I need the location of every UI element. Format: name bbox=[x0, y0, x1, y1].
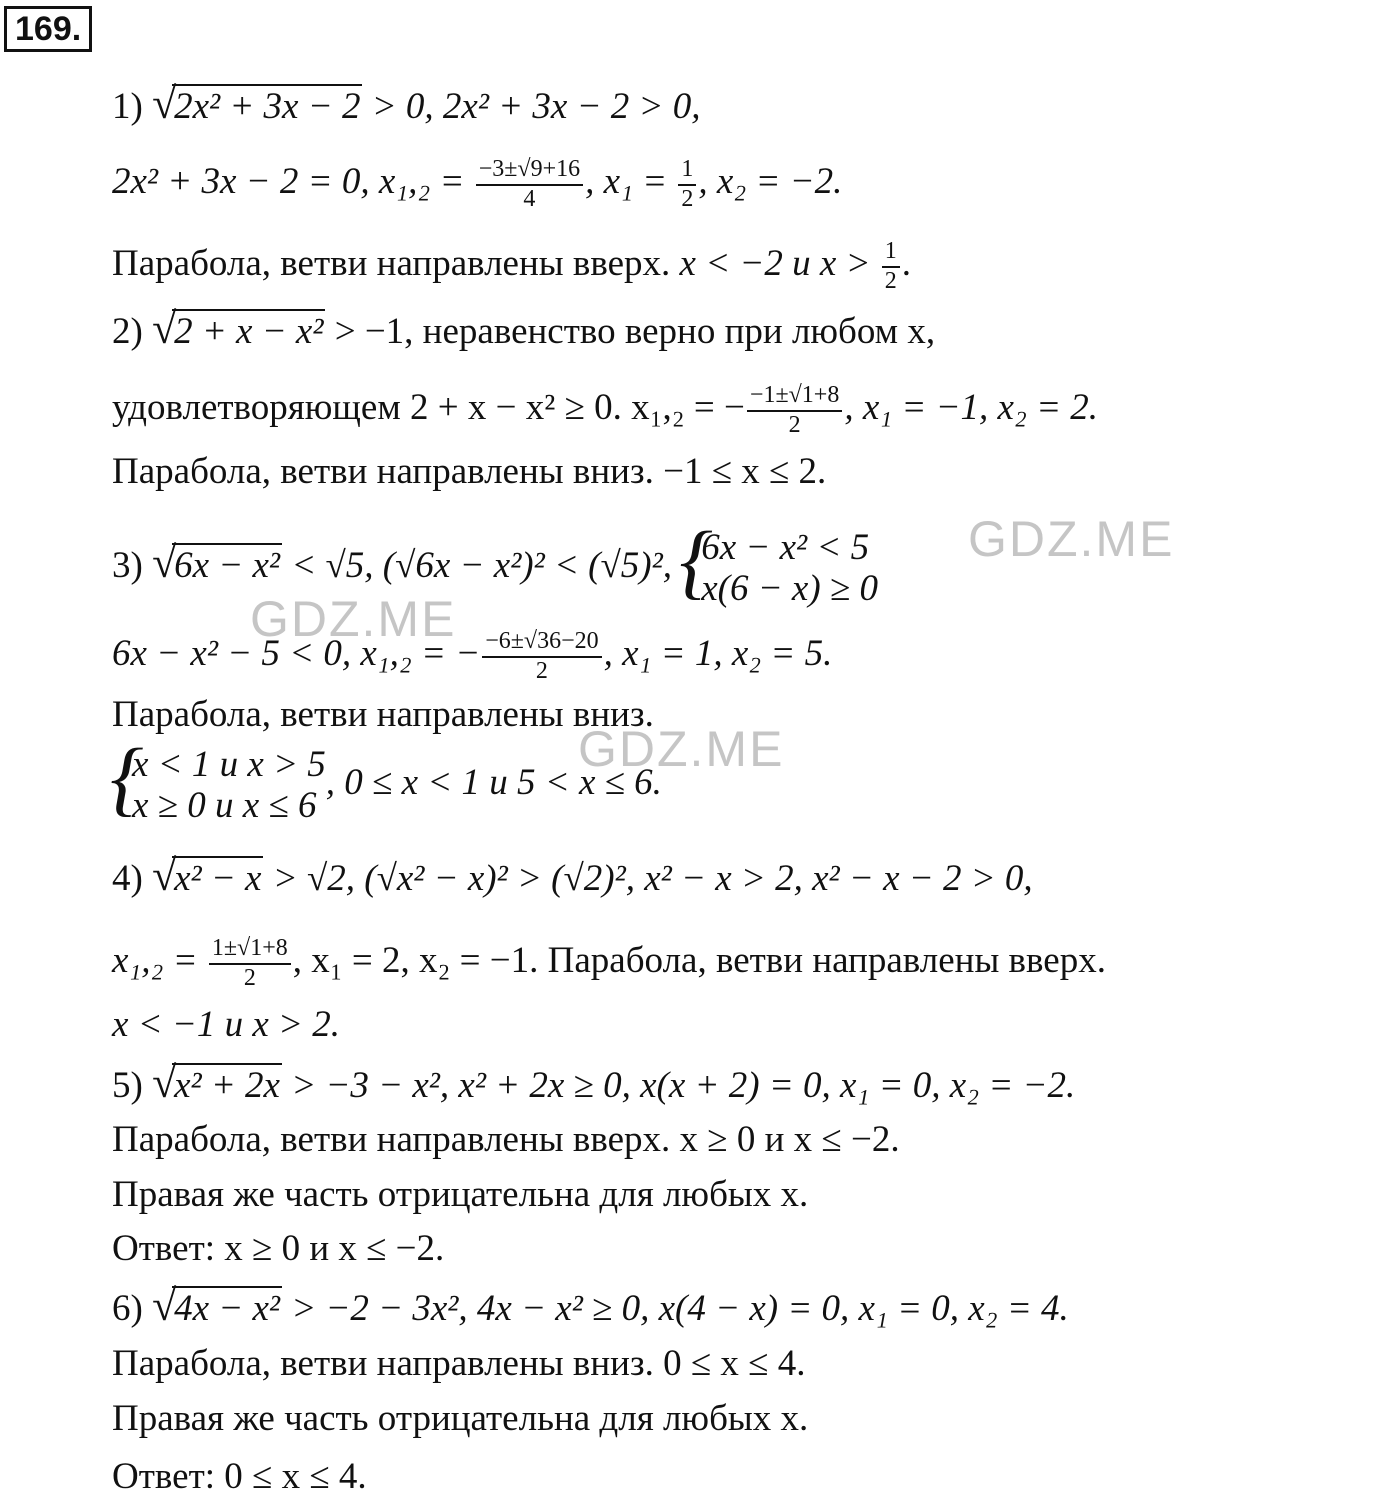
p4-line2-b: , x₁ = 2, x₂ = −1. Парабола, ветви направлены вверх. bbox=[292, 940, 1106, 982]
p4-line1 bbox=[112, 860, 1033, 897]
p4-line3: x < −1 и x > 2. bbox=[112, 1004, 340, 1045]
p2-line2-a: удовлетворяющем 2 + x − x² ≥ 0. x₁,₂ = − bbox=[112, 387, 745, 429]
p2-line2-b: , x₁ = −1, x₂ = 2. bbox=[844, 387, 1099, 429]
watermark-3: GDZ.ME bbox=[578, 721, 785, 777]
p2-roots-fraction: $\frac{-1\pm√1+8}{2}$ bbox=[747, 382, 842, 439]
p1-roots-fraction: $\frac{-3\pm√9+16}{4}$ bbox=[476, 156, 583, 213]
p1-line1-rest: > 0, 2x² + 3x − 2 > 0, bbox=[362, 86, 701, 127]
p6-line1-rest: > −2 − 3x², 4x − x² ≥ 0, x(4 − x) = 0, x₁ = 0, x₂ = 4. bbox=[281, 1288, 1069, 1329]
p1-line2-c: , x₂ = −2. bbox=[698, 161, 843, 203]
p2-sqrt: √ 2 + x − x² bbox=[152, 313, 325, 350]
p6-line3: Правая же часть отрицательна для любых x. bbox=[112, 1398, 809, 1439]
p6-line2: Парабола, ветви направлены вниз. 0 ≤ x ≤ 4. bbox=[112, 1343, 806, 1384]
p5-line4: Ответ: x ≥ 0 и x ≤ −2. bbox=[112, 1228, 445, 1269]
p3-line4 bbox=[112, 745, 662, 826]
p1-line2 bbox=[112, 156, 842, 213]
p3-roots-fraction: $\frac{-6\pm√36-20}{2}$ bbox=[482, 628, 601, 685]
p1-line3-text: Парабола, ветви направлены вверх. bbox=[112, 243, 680, 285]
p1-line3-end: . bbox=[901, 243, 912, 285]
p5-line1 bbox=[112, 1067, 1075, 1104]
p2-line3: Парабола, ветви направлены вниз. −1 ≤ x ≤ 2. bbox=[112, 451, 827, 492]
p1-label: 1) bbox=[112, 86, 143, 127]
p6-line1 bbox=[112, 1290, 1069, 1327]
p3-line2-b: , x₁ = 1, x₂ = 5. bbox=[603, 633, 833, 675]
problem-number: 169. bbox=[4, 6, 92, 52]
p3-line4-rest: , 0 ≤ x < 1 и 5 < x ≤ 6. bbox=[325, 762, 662, 804]
p3-line1 bbox=[112, 528, 878, 609]
p4-sqrt: √ x² − x bbox=[152, 860, 263, 897]
p2-label: 2) bbox=[112, 311, 143, 352]
p1-half-fraction: $\frac{1}{2}$ bbox=[678, 156, 696, 213]
p6-label: 6) bbox=[112, 1288, 143, 1329]
p5-line2: Парабола, ветви направлены вверх. x ≥ 0 и x ≤ −2. bbox=[112, 1119, 900, 1160]
p5-sqrt: √ x² + 2x bbox=[152, 1067, 282, 1104]
p1-line2-a: 2x² + 3x − 2 = 0, x₁,₂ = bbox=[112, 161, 474, 203]
p3-system2: { x < 1 и x > 5 x ≥ 0 и x ≤ 6 bbox=[112, 745, 326, 826]
p6-line4: Ответ: 0 ≤ x ≤ 4. bbox=[112, 1456, 367, 1497]
p1-line3-math: x < −2 и x > bbox=[679, 243, 880, 285]
p1-line2-b: , x₁ = bbox=[585, 161, 677, 203]
p4-line1-rest: > √2, (√x² − x)² > (√2)², x² − x > 2, x² − x − 2 > 0, bbox=[263, 858, 1033, 899]
watermark-1: GDZ.ME bbox=[968, 511, 1175, 567]
p3-line1-b: < √5, (√6x − x²)² < (√5)², bbox=[281, 545, 682, 587]
p3-label: 3) bbox=[112, 545, 143, 587]
p3-system: { 6x − x² < 5 x(6 − x) ≥ 0 bbox=[681, 528, 878, 609]
p3-line2-a: 6x − x² − 5 < 0, x₁,₂ = − bbox=[112, 633, 481, 675]
p1-line3 bbox=[112, 238, 911, 295]
p3-line3: Парабола, ветви направлены вниз. bbox=[112, 694, 654, 735]
p3-sqrt: √ 6x − x² bbox=[152, 547, 282, 584]
p5-line1-rest: > −3 − x², x² + 2x ≥ 0, x(x + 2) = 0, x₁ = 0, x₂ = −2. bbox=[281, 1065, 1076, 1106]
p1-line3-fraction: $\frac{1}{2}$ bbox=[882, 238, 900, 295]
p5-label: 5) bbox=[112, 1065, 143, 1106]
p4-line2 bbox=[112, 935, 1106, 992]
p2-line2 bbox=[112, 382, 1098, 439]
p1-sqrt: √ 2x² + 3x − 2 bbox=[152, 88, 362, 125]
p4-roots-fraction: $\frac{1\pm√1+8}{2}$ bbox=[209, 935, 291, 992]
p5-line3: Правая же часть отрицательна для любых x. bbox=[112, 1174, 809, 1215]
p4-label: 4) bbox=[112, 858, 143, 899]
p3-line2 bbox=[112, 628, 832, 685]
p2-line1 bbox=[112, 313, 935, 350]
p4-line2-a: x₁,₂ = bbox=[112, 940, 207, 982]
p1-line1 bbox=[112, 88, 701, 125]
watermark-2: GDZ.ME bbox=[250, 591, 457, 647]
p6-sqrt: √ 4x − x² bbox=[152, 1290, 282, 1327]
p2-line1-rest: > −1, неравенство верно при любом x, bbox=[325, 311, 936, 352]
